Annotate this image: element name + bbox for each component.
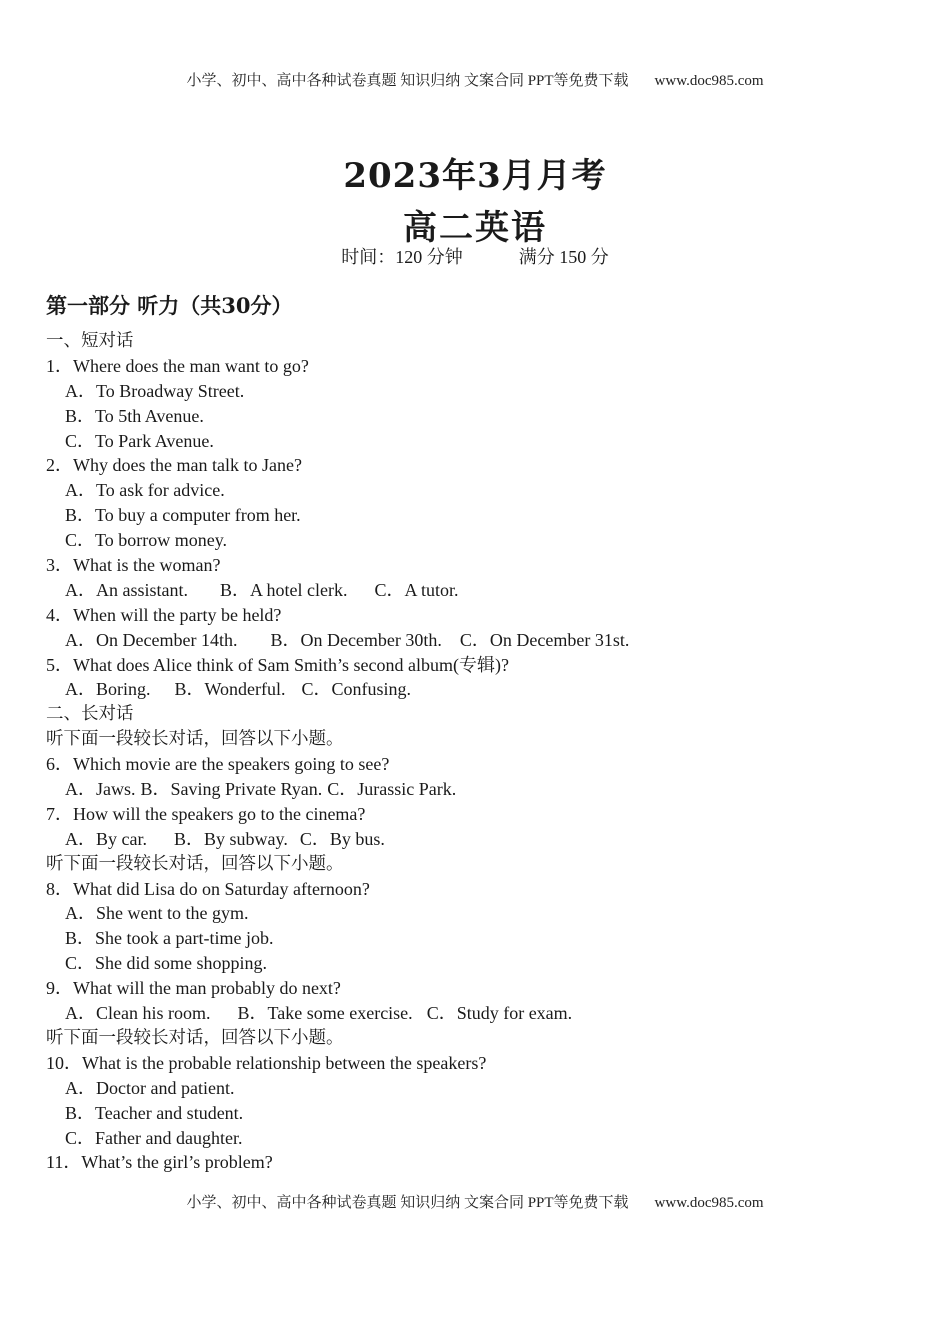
option-c: C．She did some shopping. <box>65 953 268 974</box>
option-b: B．Teacher and student. <box>65 1102 244 1123</box>
option-a: A．To Broadway Street. <box>65 380 245 401</box>
exam-info <box>0 243 950 269</box>
option-b: B．Saving Private Ryan. <box>140 779 323 800</box>
exam-time: 时间：120 分钟 <box>341 247 463 267</box>
option-b: B．A hotel clerk. <box>220 579 348 600</box>
options-row <box>46 677 906 702</box>
option-a: A．Clean his room. <box>65 1003 211 1024</box>
footer-text: 小学、初中、高中各种试卷真题 知识归纳 文案合同 PPT等免费下载 <box>186 1195 629 1211</box>
question-stem: 2．Why does the man talk to Jane? <box>46 455 302 476</box>
instruction: 听下面一段较长对话，回答以下小题。 <box>46 729 344 750</box>
option-c: C．Study for exam. <box>426 1003 573 1024</box>
part1-title: 第一部分 听力（共30分） <box>46 293 293 318</box>
question-stem: 3．What is the woman? <box>46 555 221 576</box>
option-a: A．By car. <box>65 828 147 849</box>
question-stem: 6．Which movie are the speakers going to see? <box>46 754 390 775</box>
exam-title: 2023年3月月考 <box>343 156 607 196</box>
options-row <box>46 1001 906 1026</box>
page-header <box>0 69 950 90</box>
instruction: 听下面一段较长对话，回答以下小题。 <box>46 853 344 874</box>
options-row <box>46 777 906 802</box>
options-row <box>46 827 906 852</box>
option-b: B．Take some exercise. <box>237 1003 413 1024</box>
option-c: C．Father and daughter. <box>65 1127 243 1148</box>
instruction: 听下面一段较长对话，回答以下小题。 <box>46 1027 344 1048</box>
option-a: A．On December 14th. <box>65 629 238 650</box>
option-a: A．Boring. <box>65 679 151 700</box>
option-a: A．She went to the gym. <box>65 903 249 924</box>
option-b: B．By subway. <box>173 828 288 849</box>
option-a: A．Jaws. <box>65 779 136 800</box>
option-a: A．An assistant. <box>65 579 188 600</box>
option-c: C．Jurassic Park. <box>327 779 457 800</box>
option-b: B．To 5th Avenue. <box>65 405 204 426</box>
option-c: C．To Park Avenue. <box>65 430 214 451</box>
option-a: A．Doctor and patient. <box>65 1077 235 1098</box>
question-stem: 9．What will the man probably do next? <box>46 978 341 999</box>
option-c: C．A tutor. <box>374 579 459 600</box>
options-row <box>46 578 906 603</box>
option-c: C．Confusing. <box>301 679 412 700</box>
question-stem: 10．What is the probable relationship between the speakers? <box>46 1052 487 1073</box>
question-stem: 5．What does Alice think of Sam Smith’s second album(专辑)? <box>46 654 509 675</box>
exam-score: 满分 150 分 <box>518 247 609 267</box>
option-a: A．To ask for advice. <box>65 480 225 501</box>
question-stem: 1．Where does the man want to go? <box>46 355 309 376</box>
footer-site: www.doc985.com <box>654 1195 764 1211</box>
question-stem: 4．When will the party be held? <box>46 604 282 625</box>
option-c: C．By bus. <box>299 828 385 849</box>
option-b: B．To buy a computer from her. <box>65 505 301 526</box>
exam-subject: 高二英语 <box>403 208 547 248</box>
question-stem: 8．What did Lisa do on Saturday afternoon? <box>46 878 370 899</box>
question-stem: 11．What’s the girl’s problem? <box>46 1152 273 1173</box>
header-site: www.doc985.com <box>654 73 764 89</box>
option-b: B．Wonderful. <box>174 679 286 700</box>
page-footer <box>0 1191 950 1212</box>
option-c: C．On December 31st. <box>459 629 630 650</box>
question-list <box>46 329 906 1175</box>
section2-title: 二、长对话 <box>46 704 134 725</box>
section1-title: 一、短对话 <box>46 331 134 351</box>
option-c: C．To borrow money. <box>65 530 228 551</box>
question-stem: 7．How will the speakers go to the cinema? <box>46 803 366 824</box>
option-b: B．On December 30th. <box>270 629 442 650</box>
header-text: 小学、初中、高中各种试卷真题 知识归纳 文案合同 PPT等免费下载 <box>186 73 629 89</box>
options-row <box>46 628 906 653</box>
option-b: B．She took a part-time job. <box>65 928 274 949</box>
